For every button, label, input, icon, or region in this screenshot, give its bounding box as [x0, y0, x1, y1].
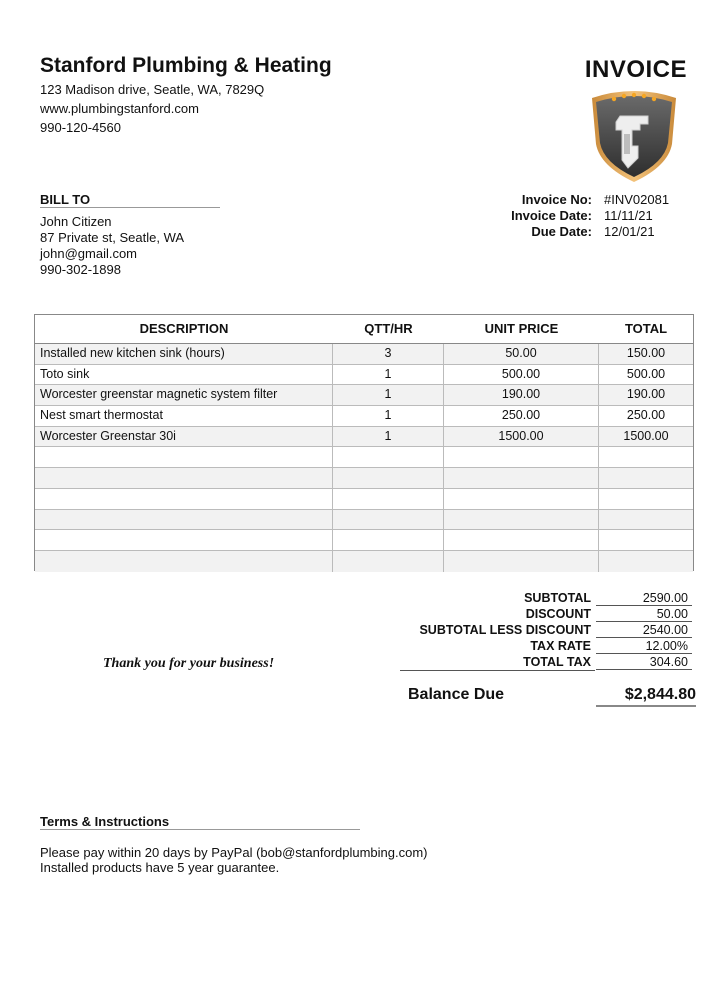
cell-unit-price: 250.00	[444, 406, 599, 426]
cell-qty	[333, 468, 444, 488]
company-phone: 990-120-4560	[40, 120, 121, 135]
invoice-number-row	[511, 192, 672, 208]
table-row	[35, 447, 693, 468]
cell-total	[599, 510, 693, 530]
terms-divider	[40, 829, 360, 830]
cell-description	[35, 551, 333, 572]
meta-label: Invoice No:	[521, 192, 592, 207]
table-row	[35, 385, 693, 406]
company-name: Stanford Plumbing & Heating	[40, 54, 332, 77]
cell-total: 1500.00	[623, 428, 669, 443]
cell-qty: 1	[333, 365, 444, 385]
meta-label: Due Date:	[531, 224, 592, 239]
terms-line: Installed products have 5 year guarantee.	[40, 860, 280, 875]
cell-description	[35, 468, 333, 488]
bill-to-label: BILL TO	[40, 192, 91, 207]
column-header-unit-price: UNIT PRICE	[484, 321, 559, 336]
bill-to-phone: 990-302-1898	[40, 262, 121, 277]
company-website: www.plumbingstanford.com	[40, 101, 199, 116]
meta-value: 12/01/21	[604, 224, 655, 239]
wrench-shield-logo	[588, 86, 680, 184]
summary-label: TOTAL TAX	[523, 655, 591, 669]
cell-qty: 3	[333, 344, 444, 364]
cell-unit-price: 190.00	[444, 385, 599, 405]
cell-unit-price: 50.00	[444, 344, 599, 364]
meta-value: #INV02081	[604, 192, 670, 207]
cell-description: Installed new kitchen sink (hours)	[35, 344, 333, 364]
bill-to-address: 87 Private st, Seatle, WA	[40, 230, 185, 245]
cell-qty: 1	[333, 427, 444, 447]
bill-to-email: john@gmail.com	[40, 246, 138, 261]
cell-description	[35, 510, 333, 530]
cell-qty	[333, 510, 444, 530]
thank-you-message: Thank you for your business!	[103, 656, 275, 671]
column-header-description: DESCRIPTION	[139, 321, 229, 336]
table-row	[35, 365, 693, 386]
cell-total	[599, 530, 693, 550]
summary-label: SUBTOTAL	[524, 591, 591, 605]
cell-total	[599, 468, 693, 488]
invoice-date-row	[511, 208, 672, 224]
cell-description	[35, 489, 333, 509]
summary-value: 50.00	[596, 607, 692, 622]
cell-unit-price	[444, 530, 599, 550]
table-row	[35, 489, 693, 510]
summary-label: TAX RATE	[530, 639, 591, 653]
balance-due-label: Balance Due	[408, 686, 505, 703]
terms-line: Please pay within 20 days by PayPal (bob@stanfordplumbing.com)	[40, 845, 428, 860]
cell-unit-price	[444, 489, 599, 509]
cell-unit-price	[444, 468, 599, 488]
meta-label: Invoice Date:	[511, 208, 592, 223]
cell-total	[599, 447, 693, 467]
column-header-total: TOTAL	[624, 321, 668, 336]
cell-description: Worcester greenstar magnetic system filter	[35, 385, 333, 405]
cell-unit-price	[444, 447, 599, 467]
summary-divider	[400, 670, 595, 671]
cell-total: 150.00	[626, 346, 666, 360]
cell-description: Nest smart thermostat	[35, 406, 333, 426]
terms-label: Terms & Instructions	[40, 814, 170, 829]
meta-value: 11/11/21	[604, 208, 653, 223]
cell-qty: 1	[333, 385, 444, 405]
table-row	[35, 427, 693, 448]
due-date-row	[511, 224, 672, 240]
cell-description: Toto sink	[35, 365, 333, 385]
cell-total: 500.00	[626, 366, 666, 381]
table-row	[35, 406, 693, 427]
summary-value: 304.60	[596, 655, 692, 670]
cell-qty	[333, 530, 444, 550]
table-body	[35, 344, 693, 572]
cell-description	[35, 447, 333, 467]
line-items-table	[34, 314, 694, 571]
cell-total: 190.00	[626, 387, 666, 402]
table-row	[35, 510, 693, 531]
cell-total	[599, 551, 693, 572]
balance-due-amount: $2,844.80	[596, 686, 696, 707]
cell-qty	[333, 447, 444, 467]
table-row	[35, 468, 693, 489]
company-address: 123 Madison drive, Seatle, WA, 7829Q	[40, 82, 265, 97]
cell-description	[35, 530, 333, 550]
summary-value: 2540.00	[596, 623, 692, 638]
cell-description: Worcester Greenstar 30i	[35, 427, 333, 447]
cell-total: 250.00	[626, 408, 666, 423]
bill-to-divider	[40, 207, 220, 208]
summary-label: SUBTOTAL LESS DISCOUNT	[419, 623, 591, 637]
cell-unit-price: 500.00	[444, 365, 599, 385]
cell-qty	[333, 489, 444, 509]
summary-value: 2590.00	[596, 591, 692, 606]
invoice-meta	[511, 192, 672, 240]
document-title: INVOICE	[584, 56, 687, 83]
column-header-qty: QTT/HR	[364, 321, 413, 336]
cell-unit-price	[444, 551, 599, 572]
cell-qty: 1	[333, 406, 444, 426]
cell-unit-price	[444, 510, 599, 530]
summary-value: 12.00%	[596, 639, 692, 654]
cell-unit-price: 1500.00	[444, 427, 599, 447]
table-header	[35, 315, 693, 344]
cell-total	[599, 489, 693, 509]
summary-label: DISCOUNT	[525, 607, 591, 621]
bill-to-name: John Citizen	[40, 214, 112, 229]
table-row	[35, 344, 693, 365]
cell-qty	[333, 551, 444, 572]
table-row	[35, 551, 693, 572]
table-row	[35, 530, 693, 551]
